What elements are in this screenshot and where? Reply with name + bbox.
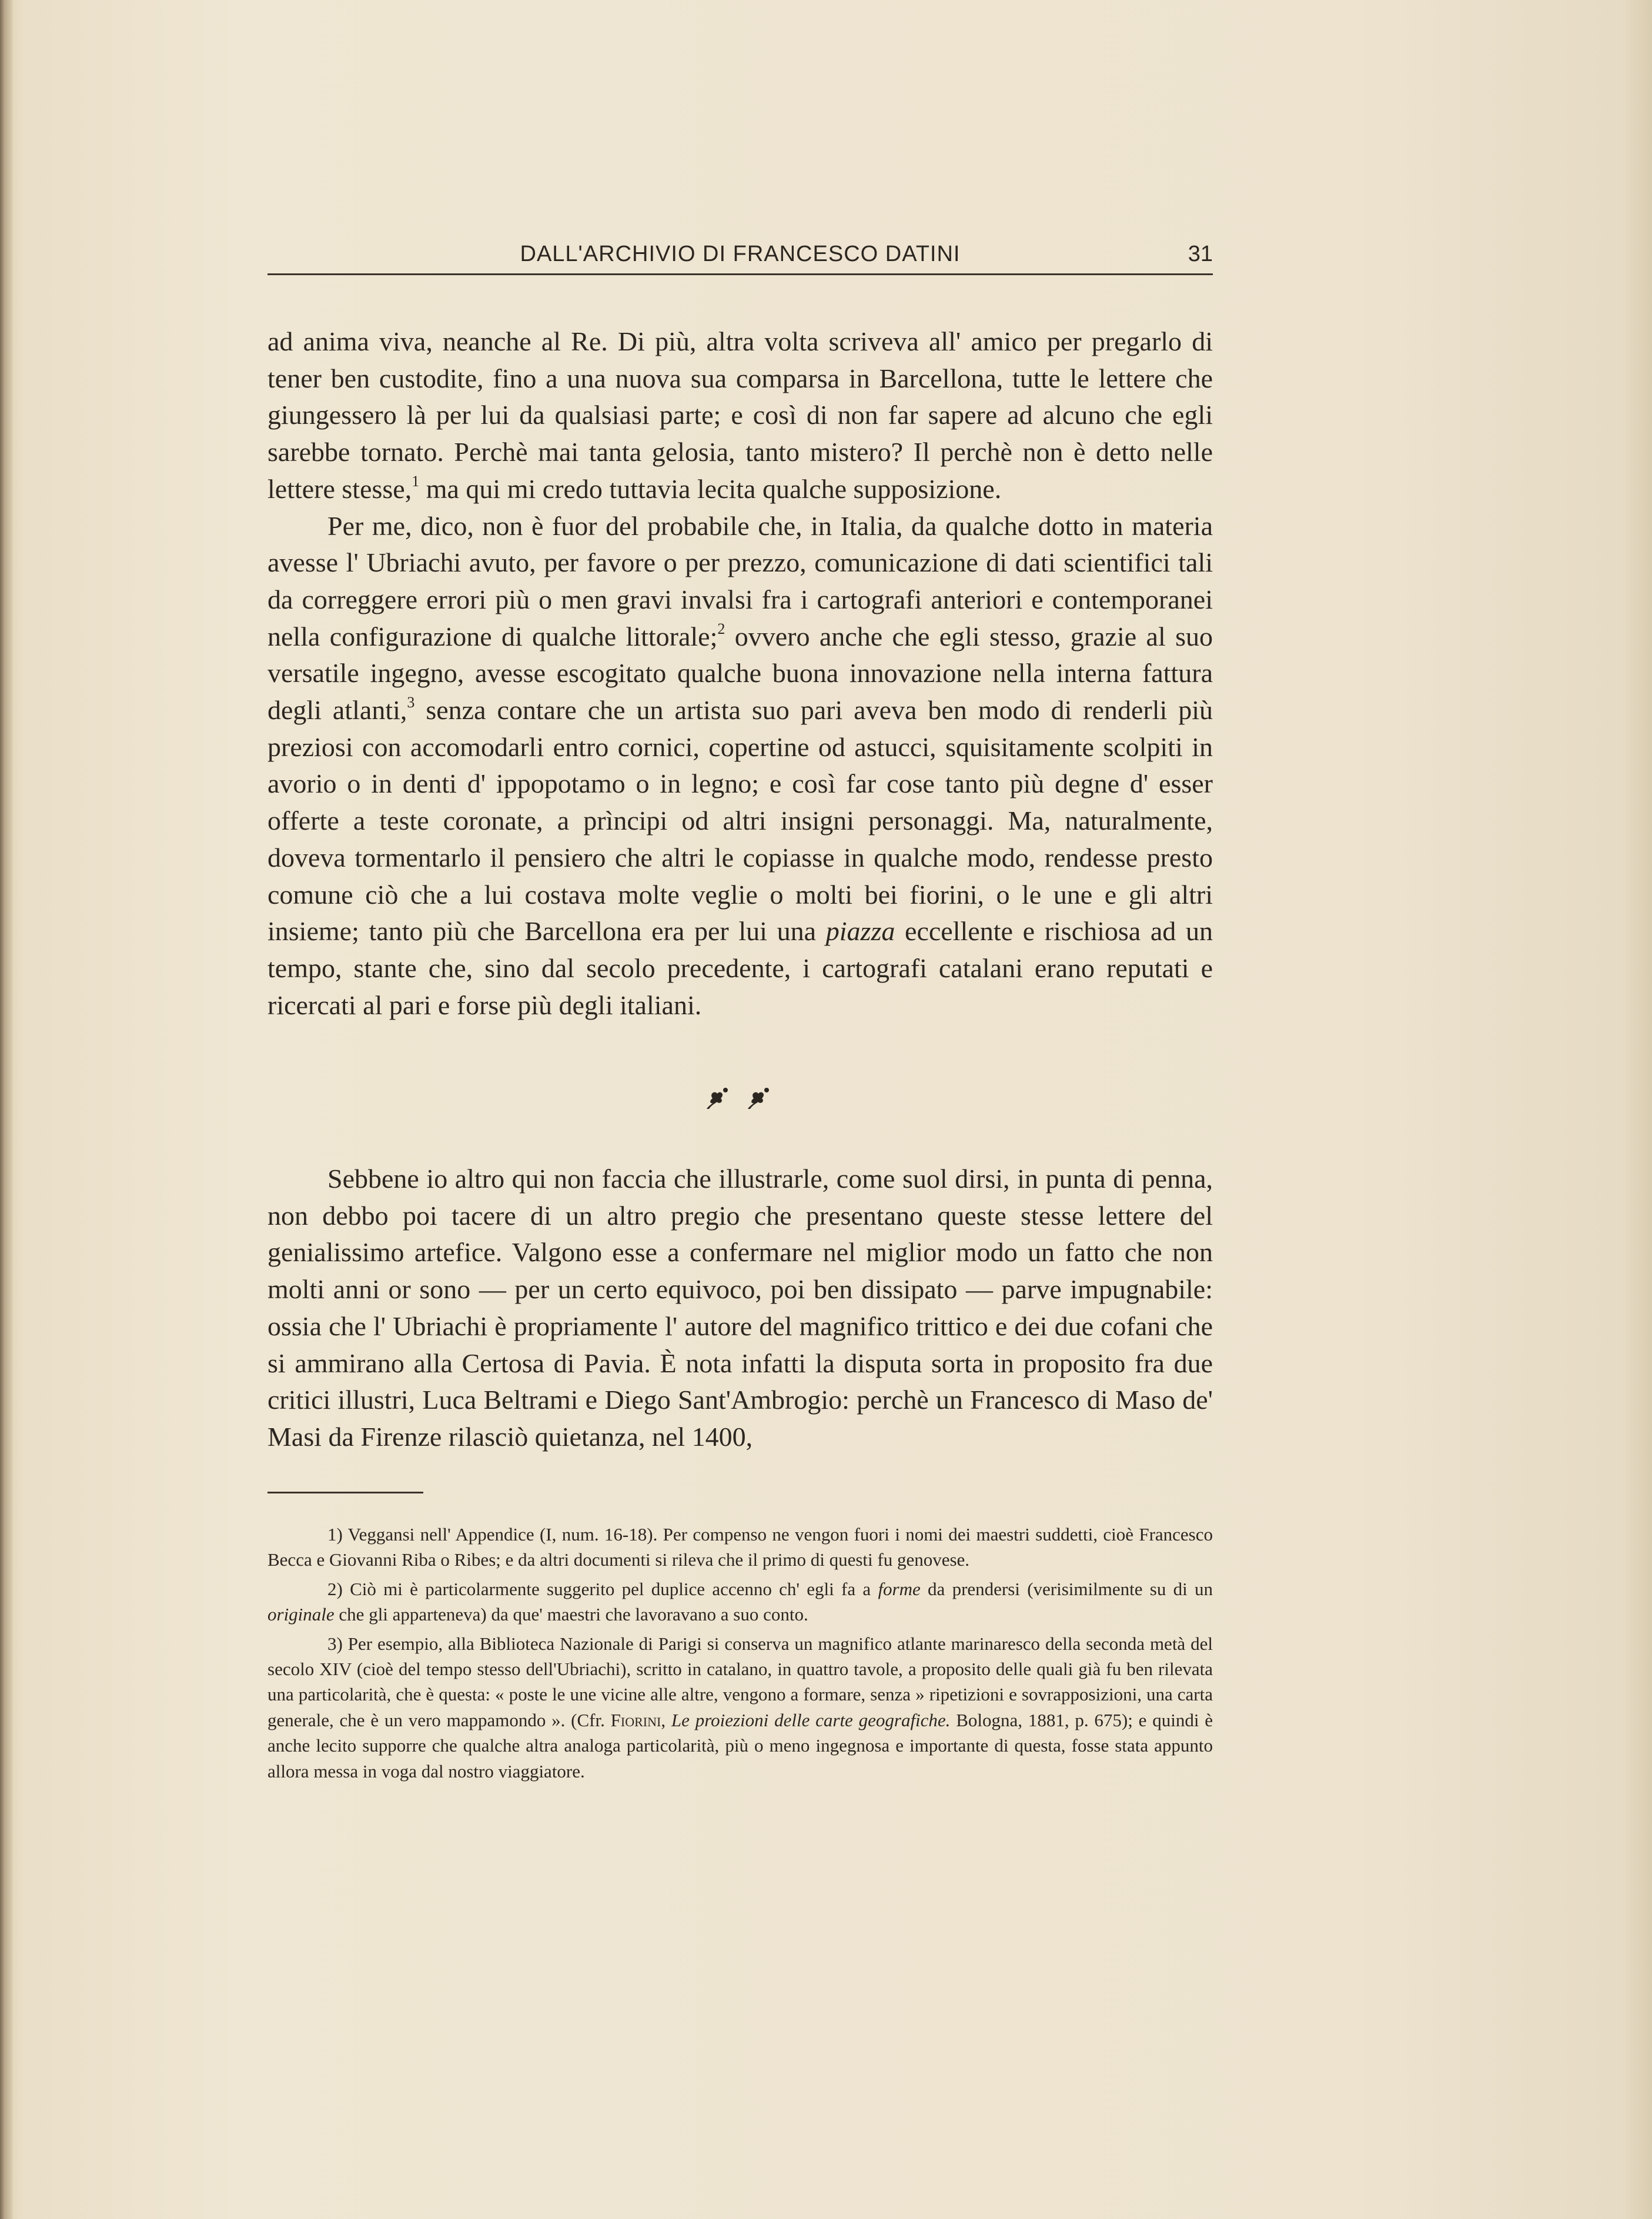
footnote-ref: 2 bbox=[717, 620, 725, 637]
italic-word: piazza bbox=[825, 916, 895, 947]
cited-title: Le proiezioni delle carte geografiche. bbox=[671, 1709, 951, 1730]
footnote-marker: 1) bbox=[327, 1524, 343, 1545]
footnote-1: 1) Veggansi nell' Appendice (I, num. 16-18). Per compenso ne vengon fuori i nomi dei maestri suddetti, cioè Francesco Becca e Giovanni Riba o Ribes; e da altri documenti si rileva che il primo di questi fu genovese. bbox=[267, 1524, 1213, 1570]
footnote-2: 2) Ciò mi è particolarmente suggerito pel duplice accenno ch' egli fa a forme da prendersi (verisimilmente su di un originale che gli apparteneva) da que' maestri che lavoravano a suo conto. bbox=[267, 1578, 1213, 1625]
footnote-ref: 3 bbox=[407, 694, 415, 711]
page-number: 31 bbox=[1188, 242, 1213, 266]
cited-author: Fiorini, bbox=[610, 1709, 666, 1730]
paragraph: Sebbene io altro qui non faccia che illustrarle, come suol dirsi, in punta di penna, non debbo poi tacere di un altro pregio che presentano queste stesse lettere del genialissimo artefice. Valgono esse a confermare nel miglior modo un fatto che non molti anni or sono — per un certo equivoco, poi ben dissipato — parve impugnabile: ossia che l' Ubriachi è propriamente l' autore del magnifico trittico e dei due cofani che si ammirano alla Certosa di Pavia. È nota infatti la disputa sorta in proposito fra due critici illustri, Luca Beltrami e Diego Sant'Ambrogio: perchè un Francesco di Maso de' Masi da Firenze rilasciò quietanza, nel 1400, bbox=[267, 1164, 1213, 1452]
body-text-section-2 bbox=[267, 1161, 1213, 1456]
footnote-3: 3) Per esempio, alla Biblioteca Nazionale di Parigi si conserva un magnifico atlante marinaresco della seconda metà del secolo XIV (cioè del tempo stesso dell'Ubriachi), scritto in catalano, in quattro tavole, a proposito delle quali già fu ben rilevata una particolarità, che è questa: « poste le une vicine alle altre, vengono a formare, senza » ripetizioni e sovrapposizioni, una carta generale, che è un vero mappamondo ». (Cfr. Fiorini, Le proiezioni delle carte geografiche. Bologna, 1881, p. 675); e quindi è anche lecito supporre che qualche altra analoga particolarità, più o meno ingegnosa e importante di questa, fosse stata appunto allora messa in voga dal nostro viaggiatore. bbox=[267, 1633, 1213, 1782]
paragraph: ad anima viva, neanche al Re. Di più, altra volta scriveva all' amico per pregarlo di tener ben custodite, fino a una nuova sua comparsa in Barcellona, tutte le lettere che giungessero là per lui da qualsiasi parte; e così di non far sapere ad alcuno che egli sarebbe tornato. Perchè mai tanta gelosia, tanto mistero? Il perchè non è detto nelle lettere stesse,$^1$ ma qui mi credo tuttavia lecita qualche supposizione. bbox=[267, 326, 1213, 504]
running-head bbox=[267, 238, 1213, 275]
footnote-marker: 2) bbox=[327, 1578, 343, 1599]
paragraph: Per me, dico, non è fuor del probabile che, in Italia, da qualche dotto in materia avesse l' Ubriachi avuto, per favore o per prezzo, comunicazione di dati scientifici tali da correggere errori più o men gravi invalsi fra i cartografi anteriori e contemporanei nella configurazione di qualche littorale;$^2$ ovvero anche che egli stesso, grazie al suo versatile ingegno, avesse escogitato qualche buona innovazione nella interna fattura degli atlanti,$^3$ senza contare che un artista suo pari aveva ben modo di renderli più preziosi con accomodarli entro cornici, copertine od astucci, squisitamente scolpiti in avorio o in denti d' ippopotamo o in legno; e così far cose tanto più degne d' esser offerte a teste coronate, a prìncipi od altri insigni personaggi. Ma, naturalmente, doveva tormentarlo il pensiero che altri le copiasse in qualche modo, rendesse presto comune ciò che a lui costava molte veglie o molti bei fiorini, o le une e gli altri insieme; tanto più che Barcellona era per lui una piazza eccellente e rischiosa ad un tempo, stante che, sino dal secolo precedente, i cartografi catalani erano reputati e ricercati al pari e forse più degli italiani. bbox=[267, 510, 1213, 1020]
footnote-rule bbox=[267, 1492, 423, 1493]
fleuron-icon bbox=[694, 1076, 788, 1111]
section-break-ornament bbox=[694, 1076, 788, 1111]
page-gutter-shadow bbox=[0, 0, 13, 2219]
footnote-marker: 3) bbox=[327, 1633, 343, 1654]
running-title: DALL'ARCHIVIO DI FRANCESCO DATINI bbox=[520, 242, 961, 266]
body-text-section-1 bbox=[267, 323, 1213, 1024]
footnotes bbox=[267, 1522, 1213, 1784]
footnote-ref: 1 bbox=[412, 472, 420, 490]
